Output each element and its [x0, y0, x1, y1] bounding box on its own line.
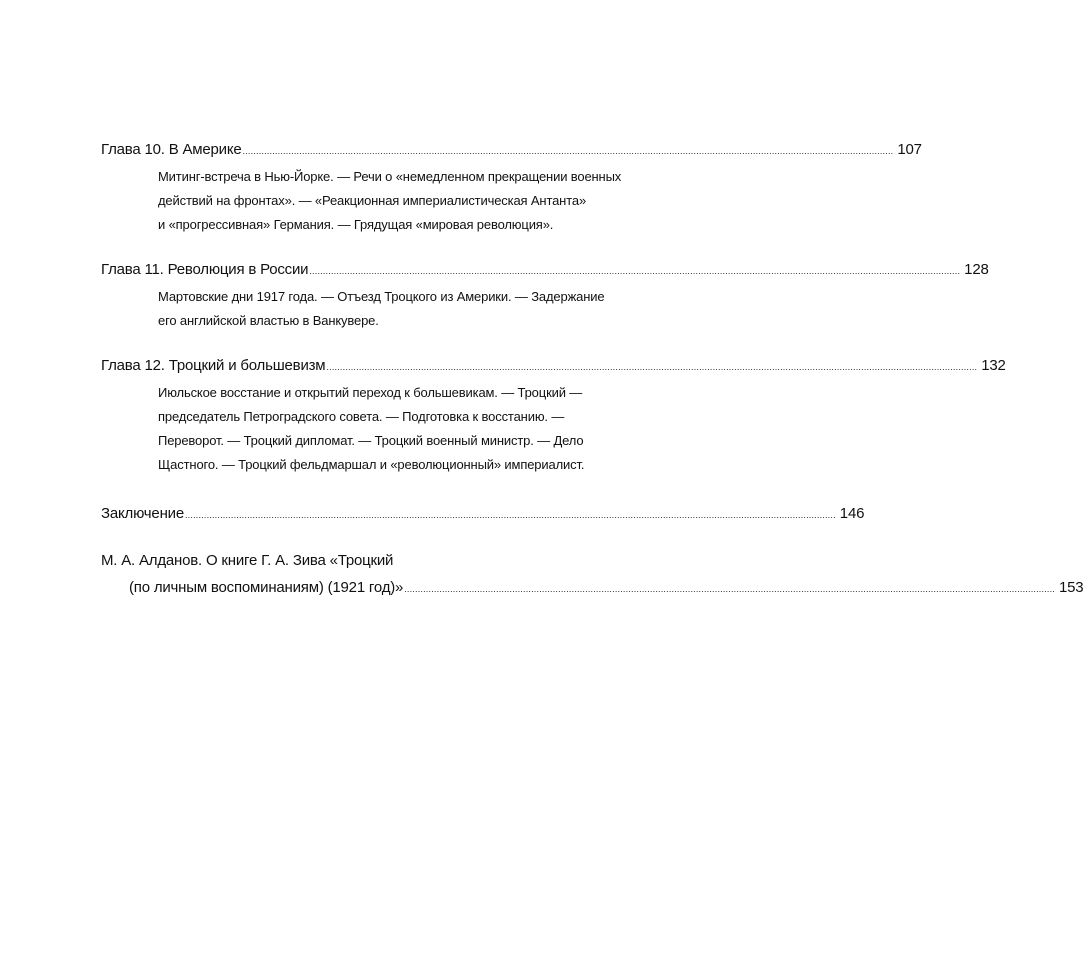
chapter-summary [101, 165, 644, 237]
toc-heading-line [101, 577, 1083, 600]
summary-line: Щастного. — Троцкий фельдмаршал и «революционный» империалист. [158, 457, 585, 472]
toc-entry-conclusion [101, 503, 865, 526]
chapter-title: Глава 12. Троцкий и большевизм [101, 357, 326, 374]
section-title-line-2: (по личным воспоминаниям) (1921 год)» [129, 579, 404, 596]
summary-line: действий на фронтах». — «Реакционная империалистическая Антанта» [158, 193, 587, 208]
dot-leader: ................................................................................................................................................................................................................................................. [184, 510, 836, 520]
toc-entry-aldanov [101, 550, 1083, 600]
page-number: 107 [897, 141, 922, 158]
summary-line: Митинг-встреча в Нью-Йорке. — Речи о «немедленном прекращении военных [158, 169, 622, 184]
summary-line: и «прогрессивная» Германия. — Грядущая «мировая революция». [158, 217, 554, 232]
summary-line: его английской властью в Ванкувере. [158, 313, 379, 328]
section-title-line-1: М. А. Алданов. О книге Г. А. Зива «Троцкий [101, 552, 394, 569]
page-number: 146 [839, 505, 865, 522]
dot-leader: ................................................................................................................................................................................................................................................. [242, 146, 894, 156]
section-title: Заключение [101, 505, 184, 522]
toc-entry-chapter-10 [101, 139, 922, 237]
toc-heading-line [101, 139, 922, 162]
toc-entry-chapter-12 [101, 355, 1006, 477]
chapter-summary [101, 285, 644, 333]
summary-line: Мартовские дни 1917 года. — Отъезд Троцкого из Америки. — Задержание [158, 289, 605, 304]
chapter-title: Глава 10. В Америке [101, 141, 242, 158]
page-number: 153 [1059, 579, 1083, 596]
dot-leader: ................................................................................................................................................................................................................................................. [404, 584, 1056, 594]
toc-heading-line [101, 503, 865, 526]
toc-heading-line [101, 355, 1006, 378]
dot-leader: ................................................................................................................................................................................................................................................. [326, 362, 978, 372]
dot-leader: ................................................................................................................................................................................................................................................. [309, 266, 961, 276]
summary-line: Июльское восстание и открытий переход к большевикам. — Троцкий — [158, 385, 583, 400]
chapter-title: Глава 11. Революция в России [101, 261, 309, 278]
toc-heading-line [101, 259, 989, 282]
summary-line: Переворот. — Троцкий дипломат. — Троцкий военный министр. — Дело [158, 433, 584, 448]
page-number: 128 [964, 261, 989, 278]
summary-line: председатель Петроградского совета. — Подготовка к восстанию. — [158, 409, 565, 424]
chapter-summary [101, 381, 644, 477]
page-number: 132 [981, 357, 1006, 374]
table-of-contents [101, 139, 1083, 622]
toc-entry-chapter-11 [101, 259, 989, 333]
